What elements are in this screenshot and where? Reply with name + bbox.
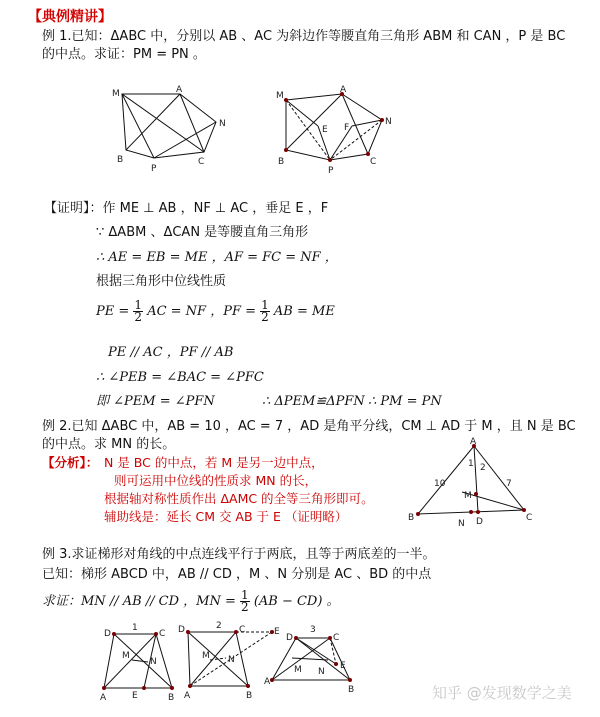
fig2-label-1: 1 (468, 459, 474, 469)
fig3-p3-label-7: B (348, 685, 355, 695)
fig3-p1-label-4: N (150, 657, 157, 667)
fig2-label-0: A (470, 437, 477, 447)
fig3-p3-label-3: M (294, 665, 302, 675)
proof-line3: 根据三角形中位线性质 (96, 274, 227, 289)
fig1-right-label-5: B (278, 157, 285, 167)
proof-line5: PE // AC ，PF // AB (108, 345, 234, 360)
fig2-label-9: C (526, 513, 533, 523)
fig1-left-label-0: M (112, 89, 120, 99)
ex1-figure (100, 82, 400, 182)
proof-line7c: ∴ PM = PN (368, 394, 442, 409)
fig2-label-3: 10 (434, 479, 446, 489)
fraction-half-3 (240, 590, 250, 613)
fig2-label-5: M (464, 491, 472, 501)
frac-den: 2 (261, 310, 269, 324)
fig3-p1-label-0: 1 (132, 623, 138, 633)
ex3-line1: 例 3.求证梯形对角线的中点连线平行于两底，且等于两底差的一半。 (42, 547, 436, 562)
fig1-right-label-0: M (276, 91, 284, 101)
ex2-line1: 例 2.已知 ΔABC 中，AB = 10 ，AC = 7 ，AD 是角平分线，CM ⊥ AD 于 M ，且 N 是 BC (42, 419, 576, 434)
fig1-right-label-1: A (340, 85, 347, 95)
fig1-right-label-3: E (322, 125, 328, 135)
ex2-figure (400, 436, 550, 536)
ex3-line3b: (AB − CD) 。 (253, 594, 340, 609)
watermark: 知乎 @发现数学之美 (432, 684, 572, 702)
fig1-right-label-4: F (344, 123, 350, 133)
fig3-p1-label-5: A (100, 693, 107, 703)
frac-den: 2 (241, 600, 249, 614)
fig1-left-label-4: P (151, 164, 157, 174)
analysis-line2: 则可运用中位线的性质求 MN 的长， (114, 473, 318, 488)
fig3-p3-label-0: 3 (310, 625, 316, 635)
fraction-half-2 (260, 300, 270, 323)
fig3-p1-label-1: D (104, 629, 111, 639)
fig3-p2-label-2: C (239, 625, 246, 635)
frac-num: 1 (261, 298, 269, 312)
frac-num: 1 (241, 588, 249, 602)
fig1-left-label-3: B (117, 155, 124, 165)
fig1-left-label-5: C (198, 157, 205, 167)
analysis-title: 【分析】： (42, 455, 99, 470)
fig3-p3-label-4: N (318, 667, 325, 677)
analysis-line1: N 是 BC 的中点，若 M 是另一边中点， (104, 455, 324, 470)
fig3-p2-label-4: M (202, 651, 210, 661)
ex3-line2: 已知：梯形 ABCD 中，AB // CD ，M 、N 分别是 AC 、BD 的中点 (42, 567, 432, 582)
fig3-p3-label-5: E (340, 661, 346, 671)
fig3-p2-label-0: 2 (216, 621, 222, 631)
analysis-line3: 根据轴对称性质作出 ΔAMC 的全等三角形即可。 (104, 491, 374, 506)
fig3-p3-label-6: A (264, 677, 271, 687)
fig3-p2-label-1: D (178, 625, 185, 635)
fig3-p1-label-6: E (132, 691, 138, 701)
ex3-line3a: 求证：MN // AB // CD ，MN = (42, 594, 236, 609)
fig3-p2-label-6: A (184, 691, 191, 701)
fig3-p1-label-3: M (122, 651, 130, 661)
proof-line1: ∵ ΔABM 、ΔCAN 是等腰直角三角形 (96, 225, 309, 240)
fraction-half-1 (133, 300, 143, 323)
proof-line4c: AB = ME (273, 304, 335, 319)
ex1-line1: 例 1.已知：ΔABC 中，分别以 AB 、AC 为斜边作等腰直角三角形 ABM 和 CAN ，P 是 BC (42, 29, 566, 44)
fig2-label-2: 2 (480, 463, 486, 473)
fig3-p2-label-5: N (228, 655, 235, 665)
fig3-p3-label-1: D (286, 633, 293, 643)
fig1-left-label-1: A (176, 85, 183, 95)
fig3-p3-label-2: C (333, 633, 340, 643)
fig2-label-8: D (476, 517, 483, 527)
fig3-p1-label-2: C (159, 629, 166, 639)
fig2-label-6: B (408, 513, 415, 523)
proof-line7a: 即 ∠PEM = ∠PFN (96, 394, 215, 409)
fig2-label-7: N (458, 519, 465, 529)
analysis-line4: 辅助线是：延长 CM 交 AB 于 E （证明略） (104, 509, 348, 524)
fig1-left-label-2: N (219, 119, 226, 129)
frac-num: 1 (134, 298, 143, 312)
proof-line7b: ∴ ΔPEM≌ΔPFN (262, 394, 365, 409)
proof-line4 (96, 300, 335, 323)
fig1-right-label-6: P (328, 166, 334, 176)
fig3-p2-label-3: E (274, 627, 280, 637)
proof-line4b: AC = NF ，PF = (147, 304, 256, 319)
fig3-p2-label-7: B (246, 691, 253, 701)
ex3-figure (96, 618, 366, 706)
fig2-label-4: 7 (506, 479, 512, 489)
ex2-line2: 的中点。求 MN 的长。 (42, 437, 176, 452)
fig1-right-label-7: C (370, 157, 377, 167)
proof-line6: ∴ ∠PEB = ∠BAC = ∠PFC (96, 370, 264, 385)
fig1-right-label-2: N (385, 117, 392, 127)
proof-line2: ∴ AE = EB = ME ，AF = FC = NF ， (96, 250, 338, 265)
proof-line4a: PE = (96, 304, 130, 319)
ex1-line2: 的中点。求证：PM = PN 。 (42, 47, 206, 62)
section-title: 【典例精讲】 (28, 9, 112, 25)
ex3-line3 (42, 590, 340, 613)
proof-title: 【证明】：作 ME ⊥ AB ，NF ⊥ AC ，垂足 E ，F (44, 201, 329, 216)
fig3-p1-label-7: B (168, 693, 175, 703)
frac-den: 2 (134, 310, 143, 324)
